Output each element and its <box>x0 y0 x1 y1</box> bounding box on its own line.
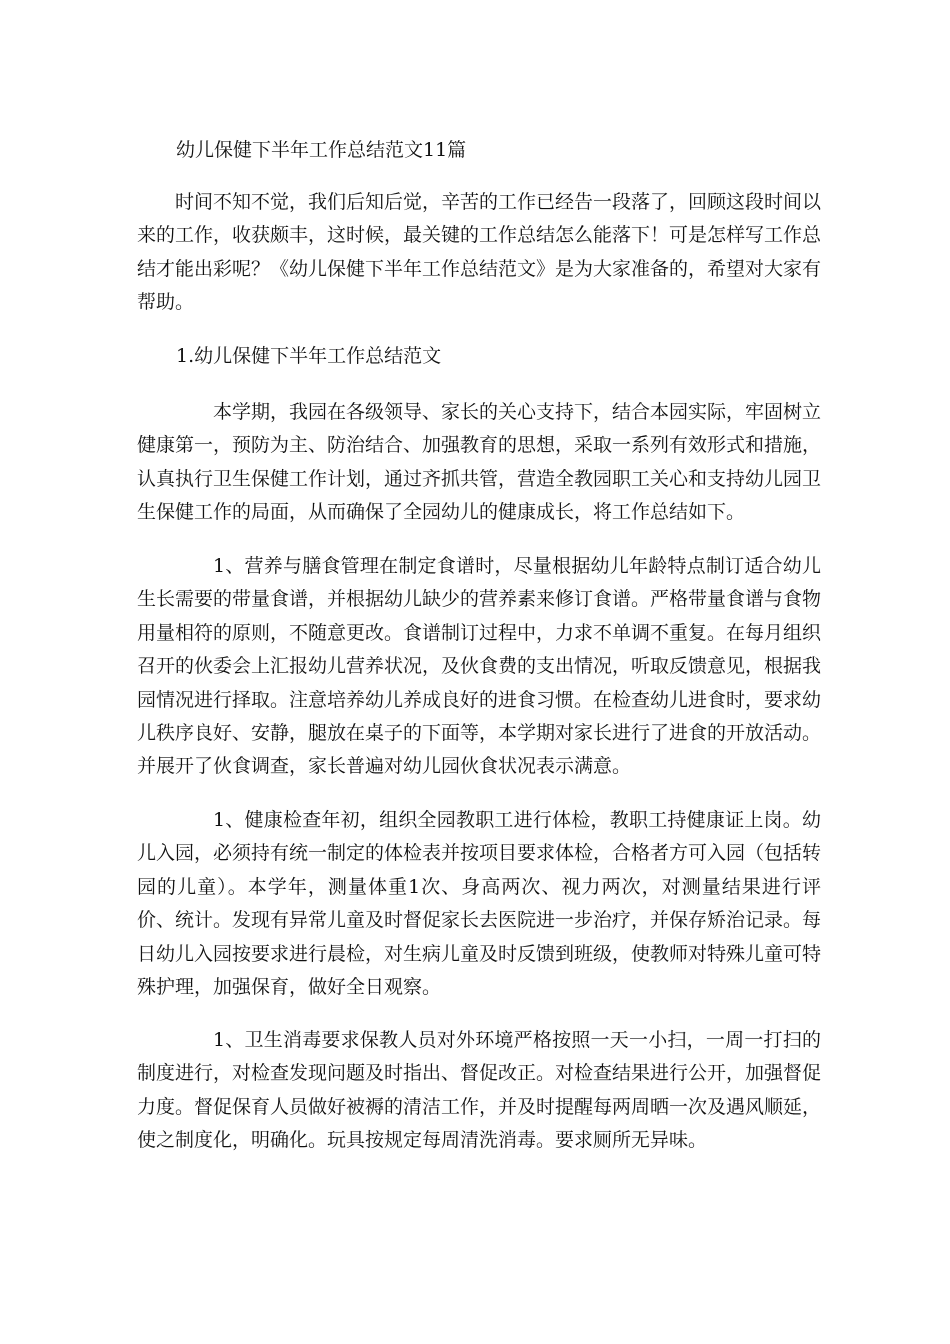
document-title: 幼儿保健下半年工作总结范文11篇 <box>176 139 467 161</box>
intro-paragraph: 时间不知不觉，我们后知后觉，辛苦的工作已经告一段落了，回顾这段时间以来的工作，收获颇丰，这时候，最关键的工作总结怎么能落下！可是怎样写工作总结才能出彩呢？《幼儿保健下半年工作总结范文》是为大家准备的，希望对大家有帮助。 <box>137 191 822 314</box>
body-paragraph: 1、健康检查年初，组织全园教职工进行体检，教职工持健康证上岗。幼儿入园，必须持有统一制定的体检表并按项目要求体检，合格者方可入园（包括转园的儿童）。本学年，测量体重1次、身高两次、视力两次，对测量结果进行评价、统计。发现有异常儿童及时督促家长去医院进一步治疗，并保存矫治记录。每日幼儿入园按要求进行晨检，对生病儿童及时反馈到班级，使教师对特殊儿童可特殊护理，加强保育，做好全日观察。 <box>137 809 822 999</box>
body-paragraph: 1、营养与膳食管理在制定食谱时，尽量根据幼儿年龄特点制订适合幼儿生长需要的带量食谱，并根据幼儿缺少的营养素来修订食谱。严格带量食谱与食物用量相符的原则，不随意更改。食谱制订过程中，力求不单调不重复。在每月组织召开的伙委会上汇报幼儿营养状况，及伙食费的支出情况，听取反馈意见，根据我园情况进行择取。注意培养幼儿养成良好的进食习惯。在检查幼儿进食时，要求幼儿秩序良好、安静，腿放在桌子的下面等，本学期对家长进行了进食的开放活动。并展开了伙食调查，家长普遍对幼儿园伙食状况表示满意。 <box>137 555 822 778</box>
section-heading: 1.幼儿保健下半年工作总结范文 <box>176 345 442 367</box>
body-paragraph: 本学期，我园在各级领导、家长的关心支持下，结合本园实际，牢固树立健康第一，预防为主、防治结合、加强教育的思想，采取一系列有效形式和措施，认真执行卫生保健工作计划，通过齐抓共管，营造全教园职工关心和支持幼儿园卫生保健工作的局面，从而确保了全园幼儿的健康成长，将工作总结如下。 <box>137 401 822 524</box>
body-paragraph: 1、卫生消毒要求保教人员对外环境严格按照一天一小扫，一周一打扫的制度进行，对检查发现问题及时指出、督促改正。对检查结果进行公开，加强督促力度。督促保育人员做好被褥的清洁工作，并及时提醒每两周晒一次及遇风顺延，使之制度化，明确化。玩具按规定每周清洗消毒。要求厕所无异味。 <box>137 1029 822 1152</box>
